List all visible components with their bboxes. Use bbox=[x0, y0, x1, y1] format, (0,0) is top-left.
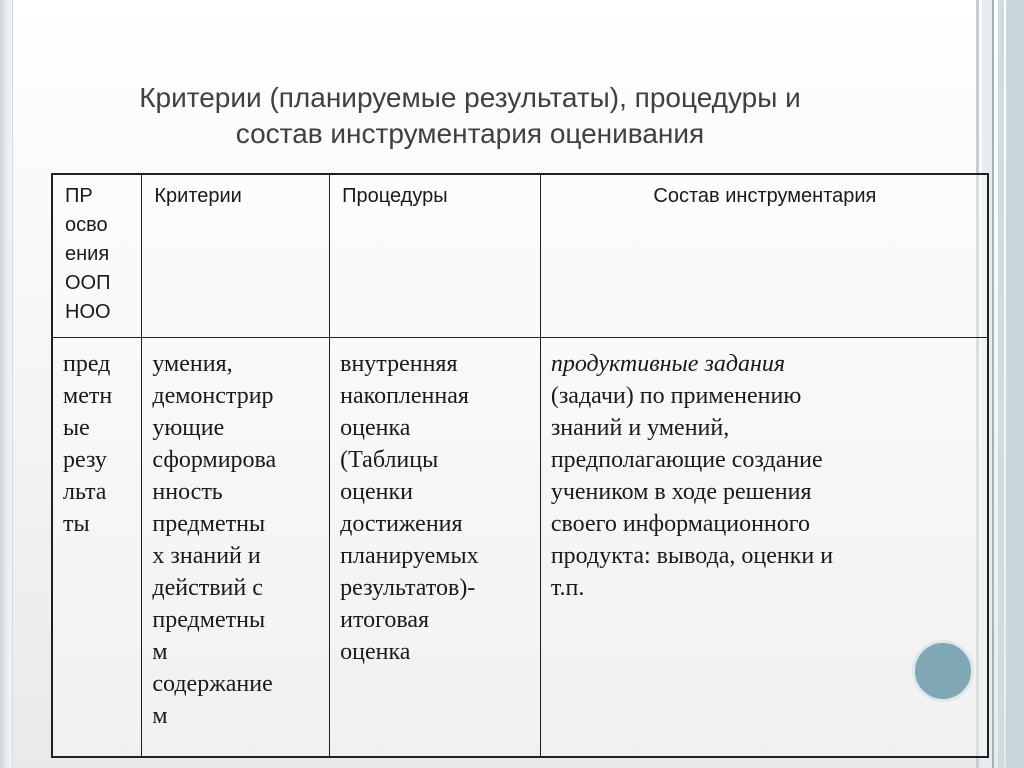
cell-subject-results bbox=[52, 337, 142, 757]
toolkit-text: (задачи) по применению знаний и умений, предполагающие создание учеником в ходе решения своего информационного продукта: вывода, оценки и т.п. bbox=[550, 382, 834, 601]
cell-procedures bbox=[330, 337, 541, 757]
header-cell-toolkit bbox=[540, 174, 988, 337]
slide-title bbox=[70, 80, 870, 152]
header-toolkit-label: Состав инструментария bbox=[653, 185, 877, 207]
header-cell-pr bbox=[52, 174, 142, 337]
criteria-text: умения, демонстрир ующие сформирова нность предметны х знаний и действий с предметны м содержание м bbox=[152, 350, 277, 729]
subject-results-text: пред метн ые резу льта ты bbox=[63, 350, 113, 537]
header-cell-procedures bbox=[330, 174, 541, 337]
cell-criteria bbox=[142, 337, 330, 757]
slide-title-line-1: Критерии (планируемые результаты), процедуры и bbox=[139, 82, 801, 113]
header-pr-label: ПР осво ения ООП НОО bbox=[65, 185, 111, 323]
header-criteria-label: Критерии bbox=[154, 185, 242, 207]
header-procedures-label: Процедуры bbox=[342, 185, 448, 207]
table-row bbox=[52, 337, 988, 757]
toolkit-italic-text: продуктивные задания bbox=[550, 350, 786, 377]
table-header-row bbox=[52, 174, 988, 337]
criteria-table bbox=[51, 173, 989, 758]
procedures-text: внутренняя накопленная оценка (Таблицы оценки достижения планируемых результатов)- итоговая оценка bbox=[340, 350, 479, 665]
toolkit-content bbox=[541, 338, 987, 608]
header-cell-criteria bbox=[142, 174, 330, 337]
cell-toolkit bbox=[540, 337, 988, 757]
left-border-decoration bbox=[0, 0, 13, 768]
decorative-circle bbox=[912, 640, 974, 702]
slide-title-line-2: состав инструментария оценивания bbox=[235, 118, 705, 149]
